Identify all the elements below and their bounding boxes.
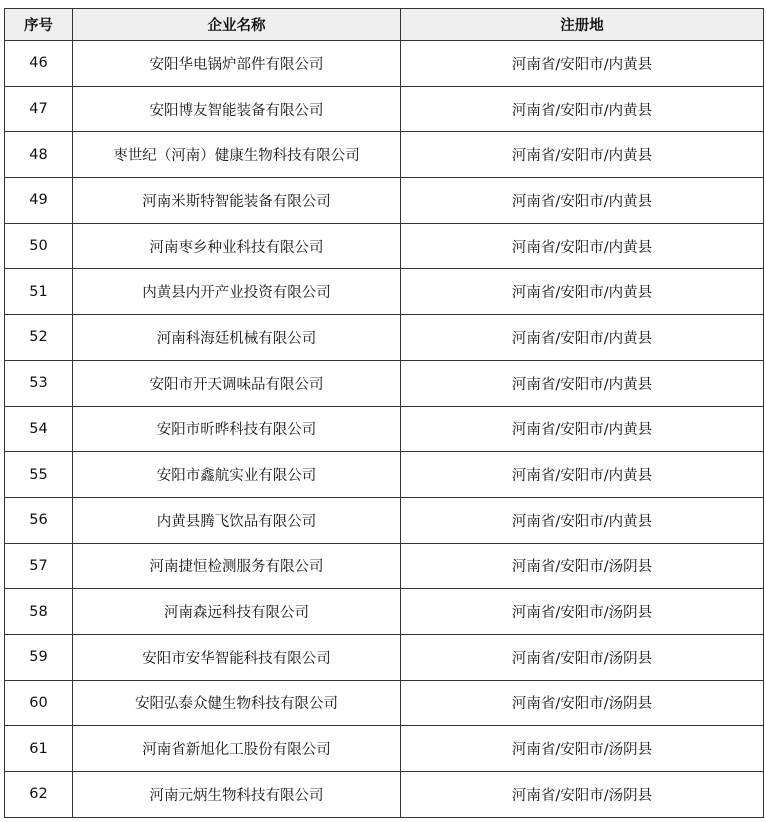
row-no: 62	[5, 772, 73, 818]
row-no: 49	[5, 178, 73, 224]
row-no: 54	[5, 406, 73, 452]
row-no: 52	[5, 315, 73, 361]
row-registered-place: 河南省/安阳市/汤阴县	[401, 589, 764, 635]
header-row	[5, 9, 764, 41]
row-no: 57	[5, 543, 73, 589]
row-registered-place: 河南省/安阳市/内黄县	[401, 452, 764, 498]
header-company-name: 企业名称	[73, 9, 401, 41]
table-row	[5, 726, 764, 772]
row-registered-place: 河南省/安阳市/汤阴县	[401, 772, 764, 818]
row-company-name: 安阳弘泰众健生物科技有限公司	[73, 680, 401, 726]
table-row	[5, 223, 764, 269]
row-no: 50	[5, 223, 73, 269]
row-registered-place: 河南省/安阳市/内黄县	[401, 178, 764, 224]
row-no: 59	[5, 634, 73, 680]
row-company-name: 内黄县腾飞饮品有限公司	[73, 497, 401, 543]
row-registered-place: 河南省/安阳市/内黄县	[401, 497, 764, 543]
row-company-name: 河南省新旭化工股份有限公司	[73, 726, 401, 772]
row-company-name: 河南捷恒检测服务有限公司	[73, 543, 401, 589]
row-company-name: 内黄县内开产业投资有限公司	[73, 269, 401, 315]
row-registered-place: 河南省/安阳市/内黄县	[401, 41, 764, 87]
row-registered-place: 河南省/安阳市/内黄县	[401, 269, 764, 315]
table-row	[5, 634, 764, 680]
row-company-name: 安阳市安华智能科技有限公司	[73, 634, 401, 680]
row-company-name: 安阳博友智能装备有限公司	[73, 86, 401, 132]
row-no: 46	[5, 41, 73, 87]
table-row	[5, 269, 764, 315]
row-company-name: 安阳市鑫航实业有限公司	[73, 452, 401, 498]
row-company-name: 安阳市开天调味品有限公司	[73, 360, 401, 406]
row-company-name: 安阳华电锅炉部件有限公司	[73, 41, 401, 87]
row-no: 55	[5, 452, 73, 498]
company-table	[4, 8, 764, 818]
table-row	[5, 406, 764, 452]
table-row	[5, 497, 764, 543]
table-body	[5, 41, 764, 818]
table-row	[5, 315, 764, 361]
table-row	[5, 589, 764, 635]
row-no: 51	[5, 269, 73, 315]
row-no: 58	[5, 589, 73, 635]
row-registered-place: 河南省/安阳市/内黄县	[401, 86, 764, 132]
table-row	[5, 178, 764, 224]
header-registered-place: 注册地	[401, 9, 764, 41]
row-registered-place: 河南省/安阳市/汤阴县	[401, 726, 764, 772]
row-no: 47	[5, 86, 73, 132]
row-company-name: 枣世纪（河南）健康生物科技有限公司	[73, 132, 401, 178]
table-row	[5, 86, 764, 132]
row-registered-place: 河南省/安阳市/内黄县	[401, 360, 764, 406]
table-header	[5, 9, 764, 41]
row-registered-place: 河南省/安阳市/内黄县	[401, 132, 764, 178]
row-registered-place: 河南省/安阳市/内黄县	[401, 315, 764, 361]
row-no: 56	[5, 497, 73, 543]
table-row	[5, 41, 764, 87]
row-company-name: 河南米斯特智能装备有限公司	[73, 178, 401, 224]
row-no: 61	[5, 726, 73, 772]
row-company-name: 河南枣乡种业科技有限公司	[73, 223, 401, 269]
row-company-name: 河南森远科技有限公司	[73, 589, 401, 635]
row-registered-place: 河南省/安阳市/汤阴县	[401, 680, 764, 726]
row-company-name: 河南元炳生物科技有限公司	[73, 772, 401, 818]
table-row	[5, 452, 764, 498]
row-registered-place: 河南省/安阳市/汤阴县	[401, 543, 764, 589]
table-row	[5, 360, 764, 406]
row-no: 60	[5, 680, 73, 726]
table-row	[5, 680, 764, 726]
row-no: 53	[5, 360, 73, 406]
row-registered-place: 河南省/安阳市/汤阴县	[401, 634, 764, 680]
row-registered-place: 河南省/安阳市/内黄县	[401, 223, 764, 269]
row-registered-place: 河南省/安阳市/内黄县	[401, 406, 764, 452]
row-no: 48	[5, 132, 73, 178]
table-row	[5, 132, 764, 178]
header-no: 序号	[5, 9, 73, 41]
row-company-name: 安阳市昕晔科技有限公司	[73, 406, 401, 452]
table-row	[5, 543, 764, 589]
table-row	[5, 772, 764, 818]
row-company-name: 河南科海廷机械有限公司	[73, 315, 401, 361]
